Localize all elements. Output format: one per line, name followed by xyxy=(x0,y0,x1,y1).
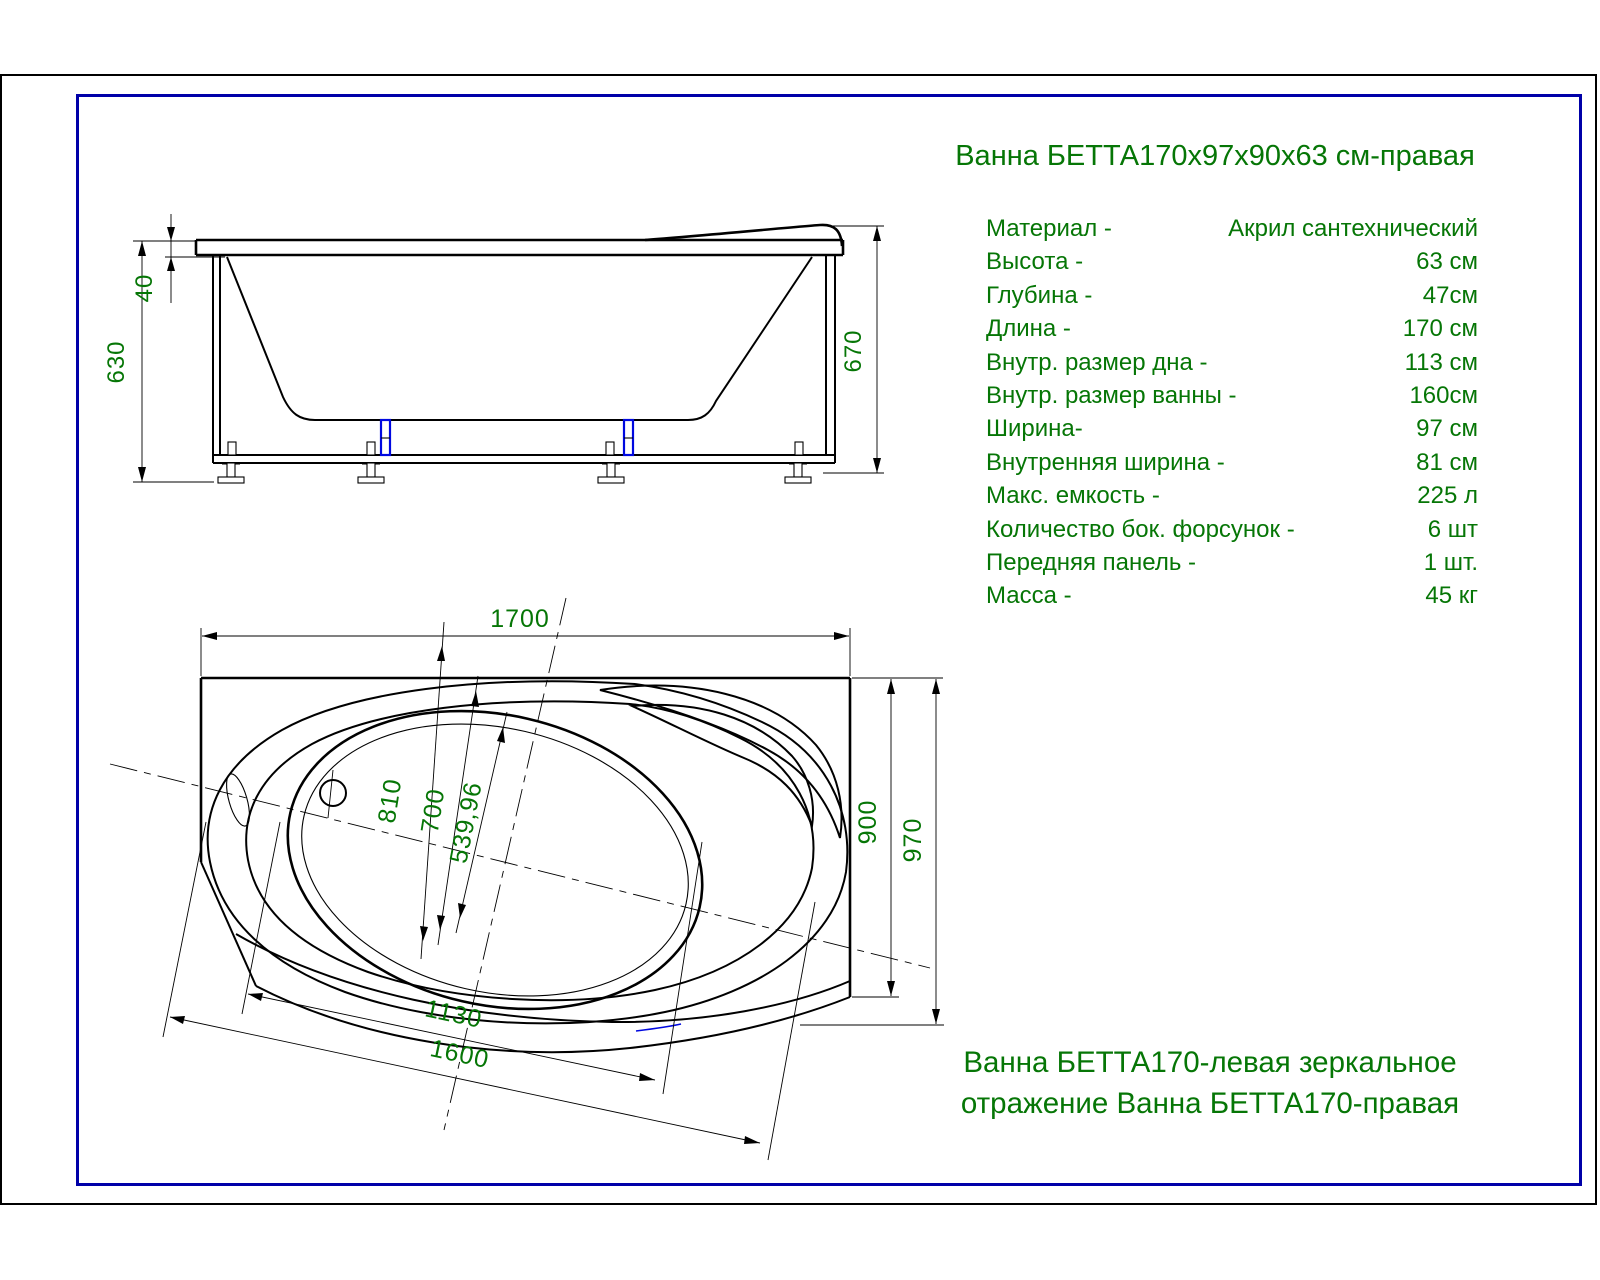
blue-support-bracket xyxy=(381,420,633,455)
spec-value: 225 л xyxy=(1417,482,1478,510)
dim-label-670: 670 xyxy=(840,329,867,373)
spec-value: 45 кг xyxy=(1425,582,1478,610)
spec-value: 6 шт xyxy=(1427,515,1478,543)
support-pin xyxy=(367,442,375,455)
spec-value: 160см xyxy=(1409,381,1478,409)
support-pin xyxy=(606,442,614,455)
dim-1700 xyxy=(201,605,850,676)
dim-label-1700: 1700 xyxy=(490,605,550,633)
spec-label: Ширина- xyxy=(986,415,1083,443)
spec-value: 47см xyxy=(1422,281,1478,309)
spec-value: 170 см xyxy=(1402,315,1478,343)
dim-670 xyxy=(823,226,884,473)
support-pin xyxy=(228,442,236,455)
mirror-note-line1: Ванна БЕТТА170-левая зеркальное xyxy=(963,1046,1457,1079)
spec-label: Количество бок. форсунок - xyxy=(986,515,1295,543)
dim-label-700: 700 xyxy=(415,786,451,836)
dim-970 xyxy=(800,679,944,1025)
dim-630 xyxy=(103,241,214,482)
dim-40 xyxy=(131,214,225,303)
dim-label-539: 539,96 xyxy=(444,779,488,866)
spec-label: Макс. емкость - xyxy=(986,482,1160,510)
spec-label: Материал - xyxy=(986,215,1112,242)
spec-value: 113 см xyxy=(1404,348,1478,376)
adjustable-feet xyxy=(218,463,811,483)
spec-label: Масса - xyxy=(986,582,1072,610)
spec-value: 63 см xyxy=(1416,248,1478,276)
long-axis-line xyxy=(110,764,930,968)
page-title: Ванна БЕТТА170х97х90х63 см-правая xyxy=(955,140,1475,172)
spec-label: Передняя панель - xyxy=(986,548,1196,576)
top-view-drawing xyxy=(110,598,944,1160)
dim-539 xyxy=(445,712,507,933)
spec-value: 81 см xyxy=(1416,448,1478,476)
dim-label-1600: 1600 xyxy=(427,1034,492,1075)
spec-value: 1 шт. xyxy=(1423,548,1478,576)
spec-label: Длина - xyxy=(986,315,1071,343)
side-view-drawing xyxy=(103,214,884,483)
dim-900 xyxy=(852,678,943,997)
dim-label-900: 900 xyxy=(854,799,882,845)
spec-label: Внутр. размер ванны - xyxy=(986,381,1237,409)
dim-label-630: 630 xyxy=(103,340,130,384)
dim-label-970: 970 xyxy=(899,817,927,863)
spec-label: Высота - xyxy=(986,248,1084,276)
spec-value: Акрил сантехнический xyxy=(1228,215,1478,242)
dim-label-1130: 1130 xyxy=(422,994,485,1034)
blue-apron-mark xyxy=(636,1024,681,1031)
dim-label-40: 40 xyxy=(131,273,158,303)
support-pin xyxy=(795,442,803,455)
left-rim-detail xyxy=(222,772,254,829)
dim-1600 xyxy=(163,822,815,1160)
spec-label: Внутр. размер дна - xyxy=(986,348,1208,376)
spec-label: Внутренняя ширина - xyxy=(986,448,1225,476)
headrest-inner xyxy=(632,705,813,826)
dim-label-810: 810 xyxy=(372,776,408,826)
spec-label: Глубина - xyxy=(986,281,1093,309)
spec-value: 97 см xyxy=(1416,415,1478,443)
mirror-note-line2: отражение Ванна БЕТТА170-правая xyxy=(960,1087,1460,1120)
